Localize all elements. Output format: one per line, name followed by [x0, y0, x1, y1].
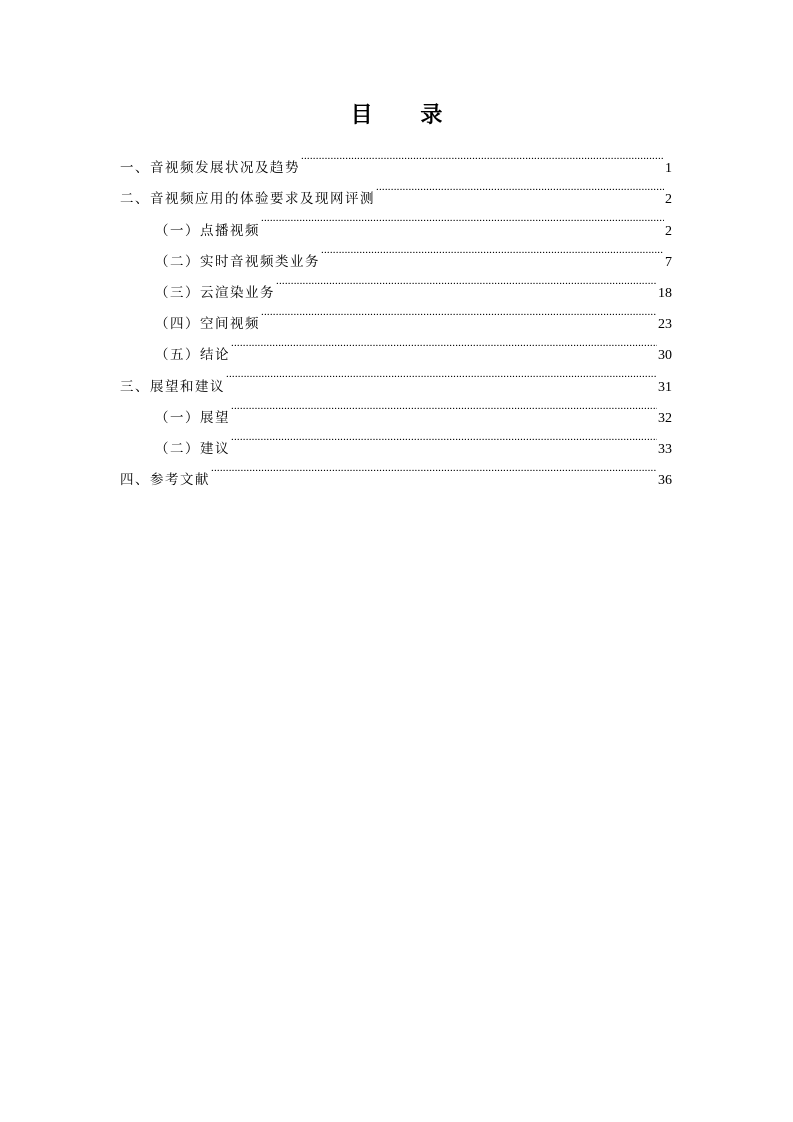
toc-dot-leader	[301, 141, 664, 172]
toc-entry-label: 一、音视频发展状况及趋势	[120, 160, 300, 177]
toc-entry-label: （三）云渲染业务	[155, 284, 275, 301]
toc-entry-page: 31	[658, 379, 672, 395]
toc-dot-leader	[321, 235, 664, 266]
toc-dot-leader	[231, 328, 657, 359]
toc-entry-label: 二、音视频应用的体验要求及现网评测	[120, 191, 375, 208]
toc-list	[120, 141, 672, 489]
toc-entry-page: 18	[658, 285, 672, 301]
toc-entry-label: （一）展望	[155, 409, 230, 426]
toc-dot-leader	[231, 422, 657, 453]
toc-dot-leader	[261, 203, 664, 234]
toc-entry[interactable]	[120, 141, 672, 177]
toc-entry-page: 33	[658, 441, 672, 457]
toc-entry-page: 23	[658, 317, 672, 333]
toc-entry-page: 2	[665, 192, 672, 208]
toc-entry-label: 四、参考文献	[120, 472, 210, 489]
toc-dot-leader	[211, 453, 657, 484]
toc-entry-label: （一）点播视频	[155, 222, 260, 239]
toc-dot-leader	[231, 391, 657, 422]
toc-dot-leader	[276, 266, 657, 297]
toc-entry-label: 三、展望和建议	[120, 378, 225, 395]
toc-entry-page: 32	[658, 410, 672, 426]
toc-dot-leader	[261, 297, 657, 328]
toc-entry-label: （二）实时音视频类业务	[155, 253, 320, 270]
toc-entry-label: （四）空间视频	[155, 316, 260, 333]
toc-entry-label: （五）结论	[155, 347, 230, 364]
toc-entry-page: 1	[665, 161, 672, 177]
toc-entry-page: 30	[658, 348, 672, 364]
toc-entry-page: 2	[665, 223, 672, 239]
toc-entry-label: （二）建议	[155, 440, 230, 457]
toc-entry-page: 36	[658, 473, 672, 489]
toc-title: 目 录	[350, 103, 463, 128]
toc-entry-page: 7	[665, 254, 672, 270]
toc-dot-leader	[376, 172, 664, 203]
toc-dot-leader	[226, 359, 657, 390]
